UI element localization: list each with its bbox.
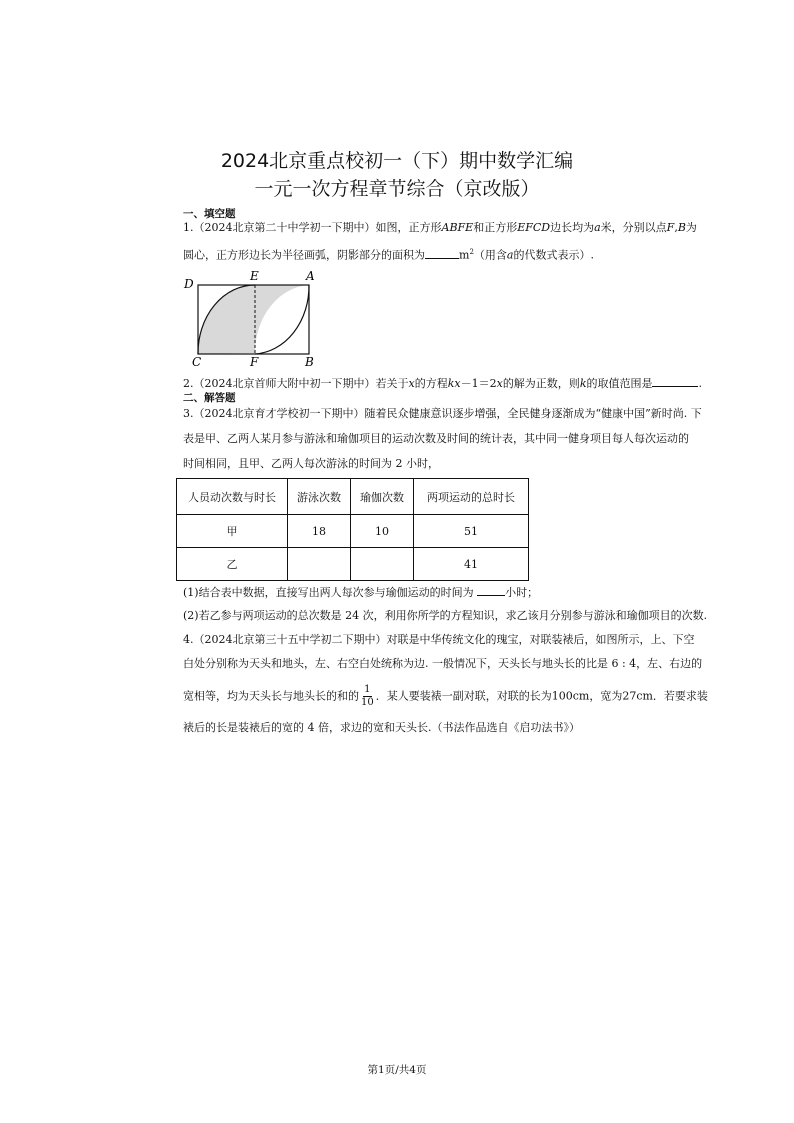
table-cell: 51 xyxy=(414,515,529,548)
q2-answer-blank[interactable] xyxy=(652,375,698,387)
table-cell: 甲 xyxy=(177,515,288,548)
q4-line2: 白处分别称为天头和地头，左、右空白处统称为边. 一般情况下，天头长与地头长的比是 6 : 4，左、右边的 xyxy=(183,657,703,670)
q3-line1: 3.（2024北京育才学校初一下期中）随着民众健康意识逐步增强，全民健身逐渐成为“健康中国”新时尚. 下 xyxy=(183,407,702,420)
q4-line1: 4.（2024北京第三十五中学初二下期中）对联是中华传统文化的瑰宝，对联装裱后，如图所示，上、下空 xyxy=(183,633,695,646)
fraction-one-tenth: $\frac{1}{10}$ xyxy=(361,684,374,708)
page-footer: 第1页/共4页 xyxy=(367,1064,427,1076)
exercise-stats-table xyxy=(176,478,529,581)
table-cell: 18 xyxy=(288,515,351,548)
q1-answer-blank[interactable] xyxy=(425,247,459,259)
table-cell: 乙 xyxy=(177,548,288,581)
label-d: D xyxy=(184,277,194,291)
table-header-row xyxy=(177,479,529,515)
q3-sub2: (2)若乙参与两项运动的总次数是 24 次，利用你所学的方程知识，求乙该月分别参与游泳和瑜伽项目的次数. xyxy=(183,609,708,622)
table-cell xyxy=(288,548,351,581)
table-cell: 41 xyxy=(414,548,529,581)
table-header-cell: 人员动次数与时长 xyxy=(177,479,288,515)
q1-line1: 1.（2024北京第二十中学初一下期中）如图，正方形ABFE和正方形EFCD边长均为a米，分别以点F,B为 xyxy=(183,221,697,234)
label-f: F xyxy=(250,355,259,368)
table-row xyxy=(177,548,529,581)
q3-sub1: (1)结合表中数据，直接写出两人每次参与瑜伽运动的时间为 小时； xyxy=(183,586,539,599)
table-row xyxy=(177,515,529,548)
table-cell: 10 xyxy=(351,515,414,548)
label-b: B xyxy=(305,355,314,368)
doc-subtitle: 一元一次方程章节综合（京改版） xyxy=(254,178,540,200)
doc-title: 2024北京重点校初一（下）期中数学汇编 xyxy=(220,150,574,172)
table-header-cell: 游泳次数 xyxy=(288,479,351,515)
squares-arc-figure xyxy=(180,268,330,368)
table-header-cell: 瑜伽次数 xyxy=(351,479,414,515)
label-a: A xyxy=(306,269,315,283)
q4-line4: 裱后的长是装裱后的宽的 4 倍，求边的宽和天头长.（书法作品选自《启功法书》） xyxy=(183,721,580,734)
q3-line3: 时间相同，且甲、乙两人每次游泳的时间为 2 小时， xyxy=(183,457,439,470)
label-e: E xyxy=(250,269,259,283)
section-fill-blank-heading: 一、填空题 xyxy=(183,208,236,220)
q3-answer-blank[interactable] xyxy=(477,584,505,596)
q1-line2: 圆心，正方形边长为半径画弧，阴影部分的面积为 $m^2$（用含a的代数式表示）. xyxy=(183,248,594,262)
q4-line3: 宽相等，均为天头长与地头长的和的 $\frac{1}{10}$ ．某人要装裱一副对联，对联的长为100cm，宽为27cm．若要求装 xyxy=(183,684,708,708)
q3-line2: 表是甲、乙两人某月参与游泳和瑜伽项目的运动次数及时间的统计表，其中同一健身项目每人每次运动的 xyxy=(183,432,689,445)
label-c: C xyxy=(192,355,202,368)
table-cell xyxy=(351,548,414,581)
table-header-cell: 两项运动的总时长 xyxy=(414,479,529,515)
section-answer-heading: 二、解答题 xyxy=(183,392,236,404)
q2-line: 2.（2024北京首师大附中初一下期中）若关于x的方程kx－1＝2x的解为正数，则k的取值范围是 . xyxy=(183,377,702,390)
shaded-region xyxy=(198,285,309,354)
